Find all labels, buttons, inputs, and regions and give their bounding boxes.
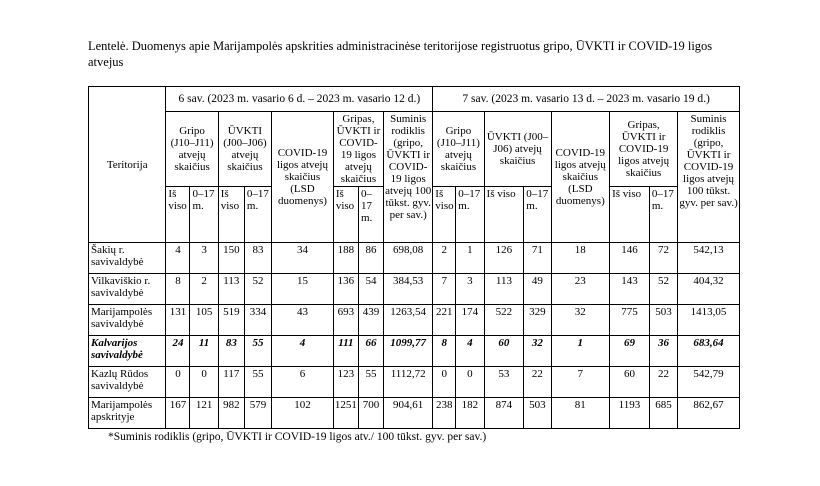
week6-uvkti-total: Iš viso (218, 187, 244, 243)
cell-value: 1099,77 (384, 336, 433, 367)
cell-value: 7 (433, 274, 456, 305)
territory-name: Marijampolės savivaldybė (89, 305, 166, 336)
cell-value: 49 (524, 274, 551, 305)
week6-combined-total: Iš viso (333, 187, 358, 243)
cell-value: 1413,05 (678, 305, 740, 336)
cell-value: 1193 (610, 398, 650, 429)
cell-value: 123 (333, 367, 358, 398)
cell-value: 71 (524, 243, 551, 274)
cell-value: 1 (551, 336, 610, 367)
territory-name: Šakių r. savivaldybė (89, 243, 166, 274)
cell-value: 7 (551, 367, 610, 398)
week6-gripo-child: 0–17 m. (190, 187, 218, 243)
cell-value: 503 (524, 398, 551, 429)
cell-value: 6 (272, 367, 334, 398)
cell-value: 117 (218, 367, 244, 398)
cell-value: 188 (333, 243, 358, 274)
week6-suminis-top: Suminis rodiklis (gripo, ŪVKTI ir COVID-19 ligos (386, 113, 430, 185)
cell-value: 439 (358, 305, 383, 336)
week6-suminis-header (384, 112, 433, 243)
cell-value: 69 (610, 336, 650, 367)
cell-value: 8 (166, 274, 190, 305)
week7-header: 7 sav. (2023 m. vasario 13 d. – 2023 m. vasario 19 d.) (433, 87, 740, 112)
week6-suminis-bottom: atvejų 100 tūkst. gyv. per sav.) (385, 185, 432, 221)
week7-uvkti-total: Iš viso (484, 187, 524, 243)
cell-value: 698,08 (384, 243, 433, 274)
territory-header: Teritorija (89, 87, 166, 243)
table-row (89, 305, 740, 336)
cell-value: 102 (272, 398, 334, 429)
cell-value: 522 (484, 305, 524, 336)
week7-gripo-child: 0–17 m. (456, 187, 484, 243)
cell-value: 131 (166, 305, 190, 336)
cell-value: 4 (272, 336, 334, 367)
cell-value: 0 (190, 367, 218, 398)
cell-value: 519 (218, 305, 244, 336)
cell-value: 52 (244, 274, 271, 305)
cell-value: 174 (456, 305, 484, 336)
cell-value: 8 (433, 336, 456, 367)
week7-uvkti-child: 0–17 m. (524, 187, 551, 243)
cell-value: 126 (484, 243, 524, 274)
cell-value: 700 (358, 398, 383, 429)
cell-value: 329 (524, 305, 551, 336)
cell-value: 4 (166, 243, 190, 274)
cell-value: 0 (166, 367, 190, 398)
cell-value: 60 (484, 336, 524, 367)
cell-value: 862,67 (678, 398, 740, 429)
cell-value: 24 (166, 336, 190, 367)
cell-value: 83 (244, 243, 271, 274)
table-row (89, 274, 740, 305)
week7-combined-total: Iš viso (610, 187, 650, 243)
cell-value: 113 (218, 274, 244, 305)
cell-value: 167 (166, 398, 190, 429)
cell-value: 334 (244, 305, 271, 336)
cell-value: 2 (190, 274, 218, 305)
week7-gripo-header: Gripo (J10–J11) atvejų skaičius (433, 112, 484, 187)
cell-value: 55 (244, 367, 271, 398)
table-caption: Lentelė. Duomenys apie Marijampolės apskrities administracinėse teritorijose registruotus gripo, ŪVKTI ir COVID-19 ligos atvejus (88, 39, 713, 69)
cell-value: 18 (551, 243, 610, 274)
cell-value: 83 (218, 336, 244, 367)
cell-value: 32 (551, 305, 610, 336)
cell-value: 15 (272, 274, 334, 305)
cell-value: 55 (358, 367, 383, 398)
week6-combined-child: 0–17 m. (358, 187, 383, 243)
footnote: *Suminis rodiklis (gripo, ŪVKTI ir COVID-19 ligos atv./ 100 tūkst. gyv. per sav.) (108, 431, 487, 443)
week6-combined-header: Gripas, ŪVKTI ir COVID-19 ligos atvejų skaičius (333, 112, 383, 187)
territory-name: Marijampolės apskrityje (89, 398, 166, 429)
cell-value: 4 (456, 336, 484, 367)
week6-gripo-total: Iš viso (166, 187, 190, 243)
cell-value: 143 (610, 274, 650, 305)
cell-value: 52 (649, 274, 677, 305)
week7-uvkti-header: ŪVKTI (J00–J06) atvejų skaičius (484, 112, 551, 187)
cell-value: 11 (190, 336, 218, 367)
week7-combined-header: Gripas, ŪVKTI ir COVID-19 ligos atvejų skaičius (610, 112, 678, 187)
cell-value: 121 (190, 398, 218, 429)
territory-name: Kalvarijos savivaldybė (89, 336, 166, 367)
cell-value: 36 (649, 336, 677, 367)
cell-value: 81 (551, 398, 610, 429)
cell-value: 693 (333, 305, 358, 336)
cell-value: 53 (484, 367, 524, 398)
week6-covid-header: COVID-19 ligos atvejų skaičius (LSD duomenys) (272, 112, 334, 243)
cell-value: 683,64 (678, 336, 740, 367)
cell-value: 105 (190, 305, 218, 336)
cell-value: 32 (524, 336, 551, 367)
cell-value: 0 (456, 367, 484, 398)
cell-value: 1251 (333, 398, 358, 429)
cell-value: 146 (610, 243, 650, 274)
cell-value: 775 (610, 305, 650, 336)
cell-value: 904,61 (384, 398, 433, 429)
territory-name: Kazlų Rūdos savivaldybė (89, 367, 166, 398)
cell-value: 43 (272, 305, 334, 336)
cell-value: 86 (358, 243, 383, 274)
cell-value: 111 (333, 336, 358, 367)
cell-value: 22 (524, 367, 551, 398)
week7-gripo-total: Iš viso (433, 187, 456, 243)
cell-value: 22 (649, 367, 677, 398)
cell-value: 685 (649, 398, 677, 429)
cell-value: 221 (433, 305, 456, 336)
data-table (88, 86, 740, 429)
cell-value: 384,53 (384, 274, 433, 305)
cell-value: 60 (610, 367, 650, 398)
week6-gripo-header: Gripo (J10–J11) atvejų skaičius (166, 112, 218, 187)
week6-uvkti-child: 0–17 m. (244, 187, 271, 243)
cell-value: 66 (358, 336, 383, 367)
cell-value: 579 (244, 398, 271, 429)
cell-value: 542,13 (678, 243, 740, 274)
territory-name: Vilkaviškio r. savivaldybė (89, 274, 166, 305)
cell-value: 1263,54 (384, 305, 433, 336)
table-row (89, 243, 740, 274)
cell-value: 0 (433, 367, 456, 398)
week7-suminis-header: Suminis rodiklis (gripo, ŪVKTI ir COVID-19 ligos atvejų 100 tūkst. gyv. per sav.) (678, 112, 740, 243)
week6-header: 6 sav. (2023 m. vasario 6 d. – 2023 m. vasario 12 d.) (166, 87, 433, 112)
cell-value: 55 (244, 336, 271, 367)
week6-uvkti-header: ŪVKTI (J00–J06) atvejų skaičius (218, 112, 271, 187)
cell-value: 874 (484, 398, 524, 429)
cell-value: 2 (433, 243, 456, 274)
table-row (89, 398, 740, 429)
cell-value: 542,79 (678, 367, 740, 398)
cell-value: 3 (190, 243, 218, 274)
cell-value: 3 (456, 274, 484, 305)
table-row (89, 336, 740, 367)
week7-combined-child: 0–17 m. (649, 187, 677, 243)
cell-value: 150 (218, 243, 244, 274)
table-row (89, 367, 740, 398)
cell-value: 54 (358, 274, 383, 305)
cell-value: 182 (456, 398, 484, 429)
cell-value: 23 (551, 274, 610, 305)
cell-value: 1 (456, 243, 484, 274)
cell-value: 113 (484, 274, 524, 305)
cell-value: 238 (433, 398, 456, 429)
cell-value: 982 (218, 398, 244, 429)
cell-value: 1112,72 (384, 367, 433, 398)
cell-value: 136 (333, 274, 358, 305)
cell-value: 72 (649, 243, 677, 274)
cell-value: 404,32 (678, 274, 740, 305)
week7-covid-header: COVID-19 ligos atvejų skaičius (LSD duomenys) (551, 112, 610, 243)
cell-value: 503 (649, 305, 677, 336)
cell-value: 34 (272, 243, 334, 274)
